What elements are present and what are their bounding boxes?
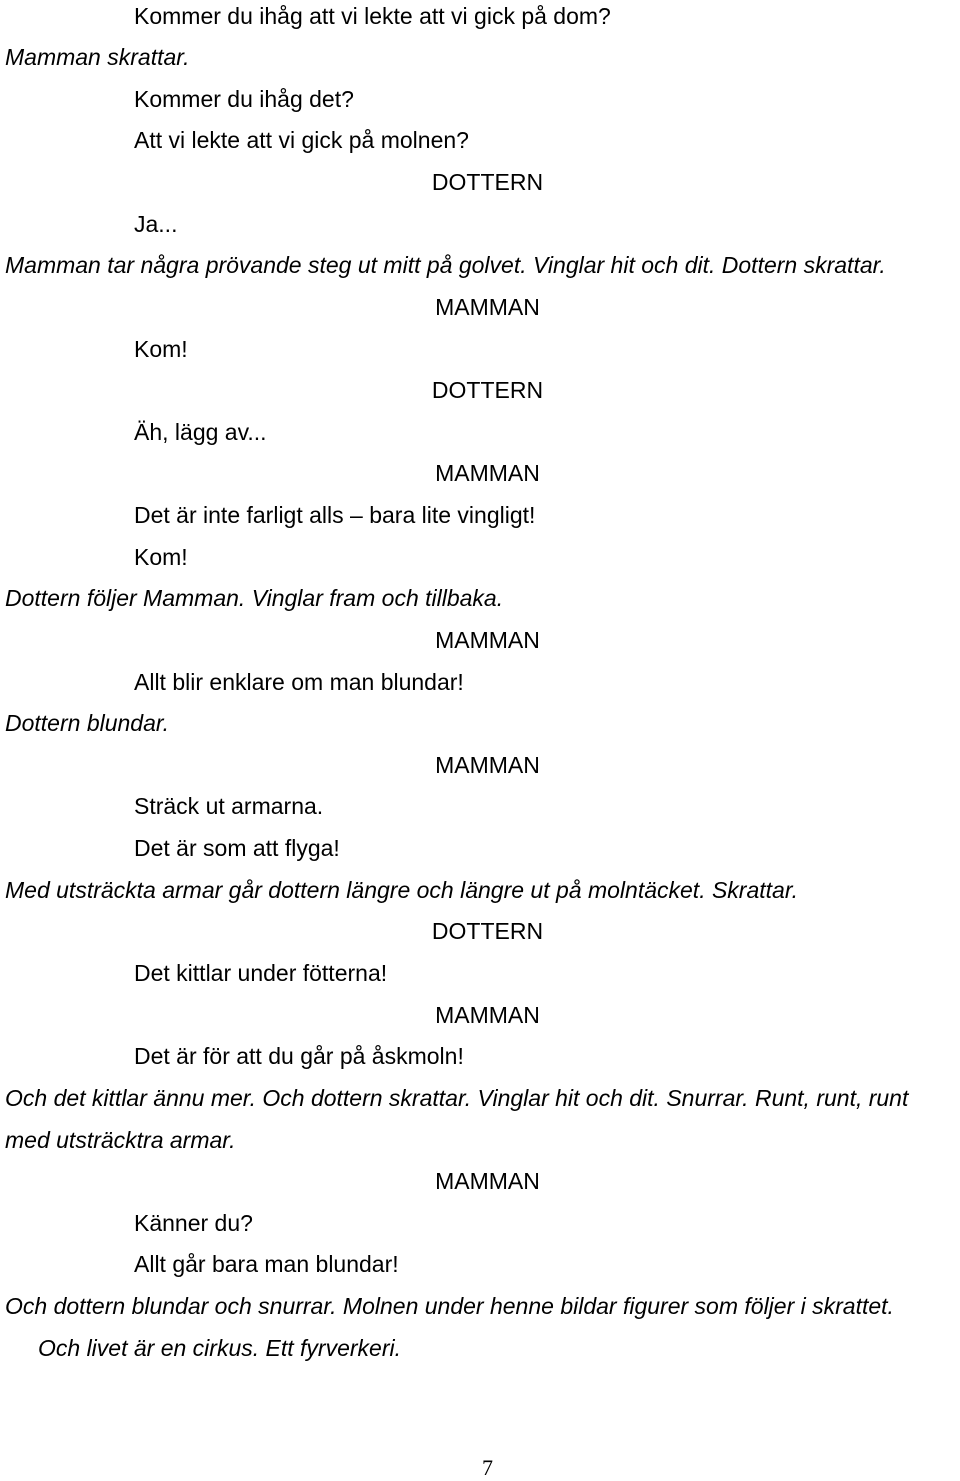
dialog-line: Det kittlar under fötterna! <box>134 960 388 986</box>
speaker-name: MAMMAN <box>435 1002 540 1028</box>
dialog-line: Det är som att flyga! <box>134 835 340 861</box>
stage-direction: Och dottern blundar och snurrar. Molnen under henne bildar figurer som följer i skrattet. <box>5 1293 894 1319</box>
dialog-line: Allt blir enklare om man blundar! <box>134 669 464 695</box>
dialog-line: Kom! <box>134 336 188 362</box>
stage-direction: Och livet är en cirkus. Ett fyrverkeri. <box>38 1335 401 1361</box>
stage-direction: Dottern blundar. <box>5 710 170 736</box>
dialog-line: Det är inte farligt alls – bara lite vingligt! <box>134 502 536 528</box>
stage-direction: Med utsträckta armar går dottern längre och längre ut på molntäcket. Skrattar. <box>5 877 799 903</box>
dialog-line: Kommer du ihåg det? <box>134 86 354 112</box>
dialog-line: Kommer du ihåg att vi lekte att vi gick på dom? <box>134 3 611 29</box>
speaker-name: DOTTERN <box>431 918 544 944</box>
dialog-line: Ja... <box>134 211 178 237</box>
speaker-name: MAMMAN <box>435 752 540 778</box>
stage-direction: med utsträcktra armar. <box>5 1127 236 1153</box>
stage-direction: Mamman skrattar. <box>5 44 190 70</box>
speaker-name: MAMMAN <box>435 627 540 653</box>
speaker-name: MAMMAN <box>435 294 540 320</box>
speaker-name: DOTTERN <box>431 377 544 403</box>
stage-direction: Mamman tar några prövande steg ut mitt på golvet. Vinglar hit och dit. Dottern skrattar. <box>5 252 886 278</box>
speaker-name: DOTTERN <box>431 169 544 195</box>
stage-direction: Dottern följer Mamman. Vinglar fram och tillbaka. <box>5 585 504 611</box>
dialog-line: Allt går bara man blundar! <box>134 1251 399 1277</box>
speaker-name: MAMMAN <box>435 1168 540 1194</box>
dialog-line: Kom! <box>134 544 188 570</box>
dialog-line: Sträck ut armarna. <box>134 793 324 819</box>
dialog-line: Att vi lekte att vi gick på molnen? <box>134 127 469 153</box>
page-number: 7 <box>482 1455 493 1480</box>
dialog-line: Äh, lägg av... <box>134 419 267 445</box>
dialog-line: Det är för att du går på åskmoln! <box>134 1043 464 1069</box>
stage-direction: Och det kittlar ännu mer. Och dottern skrattar. Vinglar hit och dit. Snurrar. Runt, runt, runt <box>5 1085 909 1111</box>
dialog-line: Känner du? <box>134 1210 253 1236</box>
speaker-name: MAMMAN <box>435 460 540 486</box>
